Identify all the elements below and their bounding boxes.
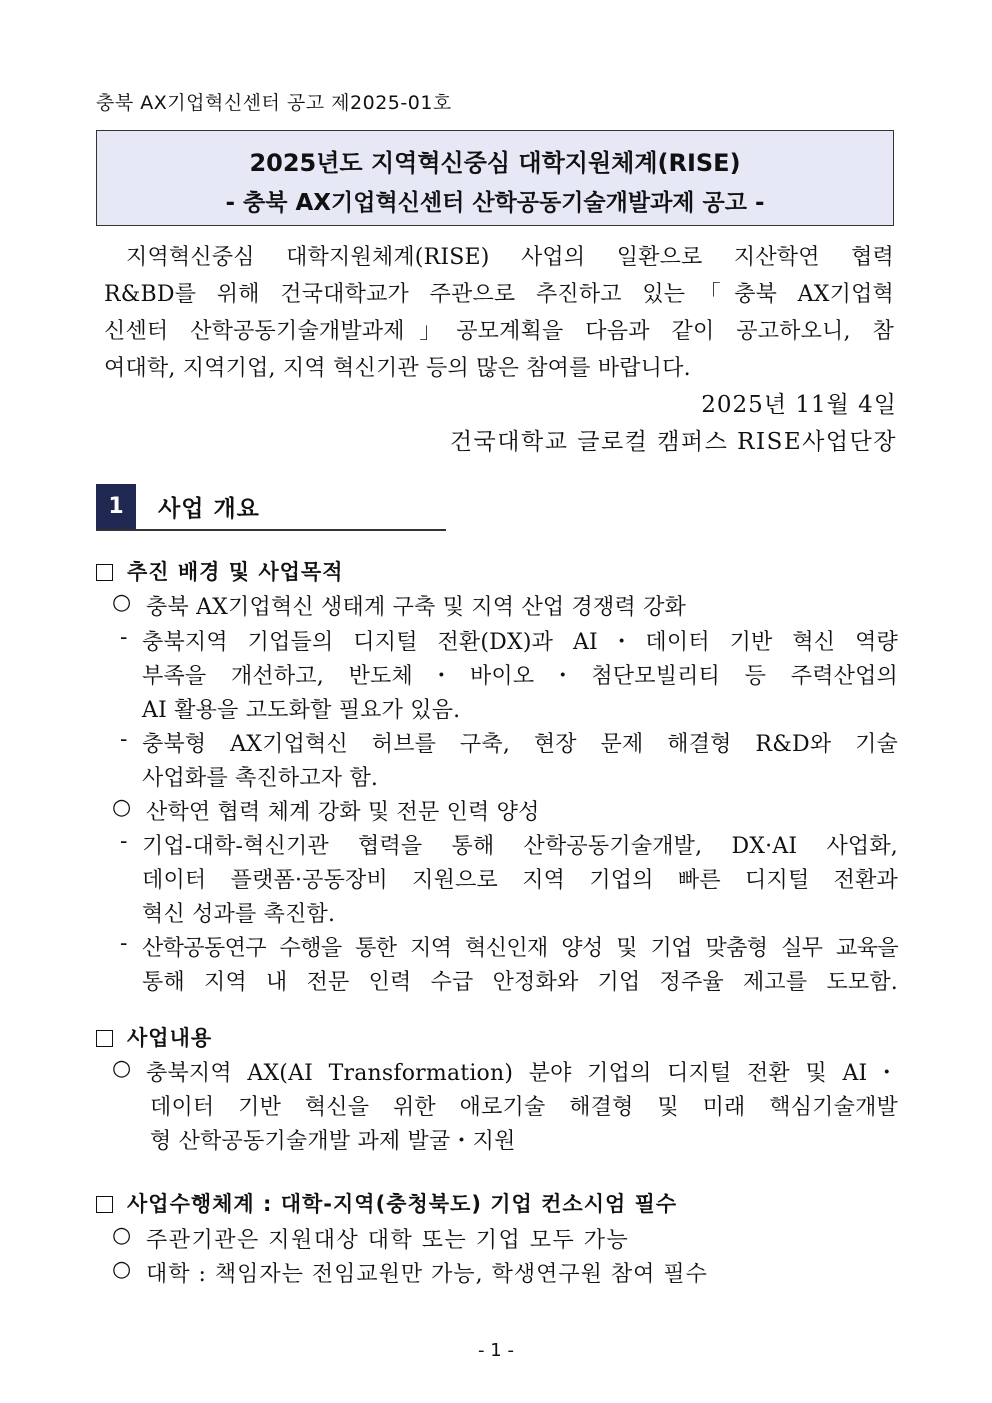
bullet-text: 주관기관은 지원대상 대학 또는 기업 모두 가능 — [146, 1228, 630, 1253]
intro-line: 신센터 산학공동기술개발과제」공모계획을 다음과 같이 공고하오니, 참 — [104, 319, 894, 344]
intro-line: R&BD를 위해 건국대학교가 주관으로 추진하고 있는「충북 AX기업혁 — [104, 282, 894, 307]
bullet-text: 충북 AX기업혁신 생태계 구축 및 지역 산업 경쟁력 강화 — [146, 595, 686, 620]
dash-bullet-icon: - — [120, 829, 128, 854]
title-box — [96, 130, 894, 226]
bullet-text: 대학 : 책임자는 전임교원만 가능, 학생연구원 참여 필수 — [146, 1262, 708, 1287]
dash-text: 충북지역 기업들의 디지털 전환(DX)과 AI・데이터 기반 혁신 역량 — [142, 630, 898, 655]
content-heading — [96, 1022, 212, 1052]
dash-text: 데이터 플랫폼·공동장비 지원으로 지역 기업의 빠른 디지털 전환과 — [142, 868, 898, 893]
structure-heading-text: 사업수행체계 : 대학-지역(충청북도) 기업 컨소시엄 필수 — [127, 1192, 678, 1216]
dash-text: 기업-대학-혁신기관 협력을 통해 산학공동기술개발, DX·AI 사업화, — [142, 834, 898, 859]
section-title: 사업 개요 — [158, 496, 260, 522]
checkbox-square-icon — [96, 564, 113, 581]
notice-date: 2025년 11월 4일 — [701, 392, 897, 418]
bullet-text: 데이터 기반 혁신을 위한 애로기술 해결형 및 미래 핵심기술개발 — [150, 1095, 898, 1120]
sub-title: - 충북 AX기업혁신센터 산학공동기술개발과제 공고 - — [225, 190, 765, 216]
dash-bullet-icon: - — [120, 727, 128, 752]
background-heading-text: 추진 배경 및 사업목적 — [127, 560, 344, 584]
circle-bullet-icon: ○ — [112, 795, 132, 820]
dash-text: AI 활용을 고도화할 필요가 있음. — [142, 698, 461, 723]
section-number: 1 — [96, 484, 136, 530]
background-heading — [96, 556, 344, 586]
dash-text: 부족을 개선하고, 반도체・바이오・첨단모빌리티 등 주력산업의 — [142, 664, 898, 689]
intro-line: 지역혁신중심 대학지원체계(RISE) 사업의 일환으로 지산학연 협력 — [126, 245, 894, 270]
dash-text: 사업화를 촉진하고자 함. — [142, 766, 379, 791]
circle-bullet-icon: ○ — [112, 590, 132, 615]
structure-heading — [96, 1188, 677, 1218]
bullet-text: 형 산학공동기술개발 과제 발굴・지원 — [150, 1129, 516, 1154]
issuing-organization: 건국대학교 글로컬 캠퍼스 RISE사업단장 — [449, 429, 897, 455]
dash-text: 통해 지역 내 전문 인력 수급 안정화와 기업 정주율 제고를 도모함. — [142, 970, 898, 995]
intro-line: 여대학, 지역기업, 지역 혁신기관 등의 많은 참여를 바랍니다. — [104, 356, 691, 381]
main-title: 2025년도 지역혁신중심 대학지원체계(RISE) — [249, 149, 741, 177]
bullet-text: 충북지역 AX(AI Transformation) 분야 기업의 디지털 전환 및 AI・ — [146, 1061, 898, 1086]
dash-text: 혁신 성과를 촉진함. — [142, 902, 336, 927]
dash-text: 충북형 AX기업혁신 허브를 구축, 현장 문제 해결형 R&D와 기술 — [142, 732, 898, 757]
page-number: - 1 - — [478, 1340, 514, 1361]
section-underline — [96, 529, 446, 531]
dash-text: 산학공동연구 수행을 통한 지역 혁신인재 양성 및 기업 맞춤형 실무 교육을 — [142, 936, 898, 961]
dash-bullet-icon: - — [120, 625, 128, 650]
dash-bullet-icon: - — [120, 931, 128, 956]
bullet-text: 산학연 협력 체계 강화 및 전문 인력 양성 — [146, 800, 540, 825]
checkbox-square-icon — [96, 1196, 113, 1213]
notice-number: 충북 AX기업혁신센터 공고 제2025-01호 — [96, 92, 452, 114]
circle-bullet-icon: ○ — [112, 1257, 132, 1282]
content-heading-text: 사업내용 — [127, 1026, 213, 1050]
circle-bullet-icon: ○ — [112, 1056, 132, 1081]
checkbox-square-icon — [96, 1030, 113, 1047]
circle-bullet-icon: ○ — [112, 1223, 132, 1248]
